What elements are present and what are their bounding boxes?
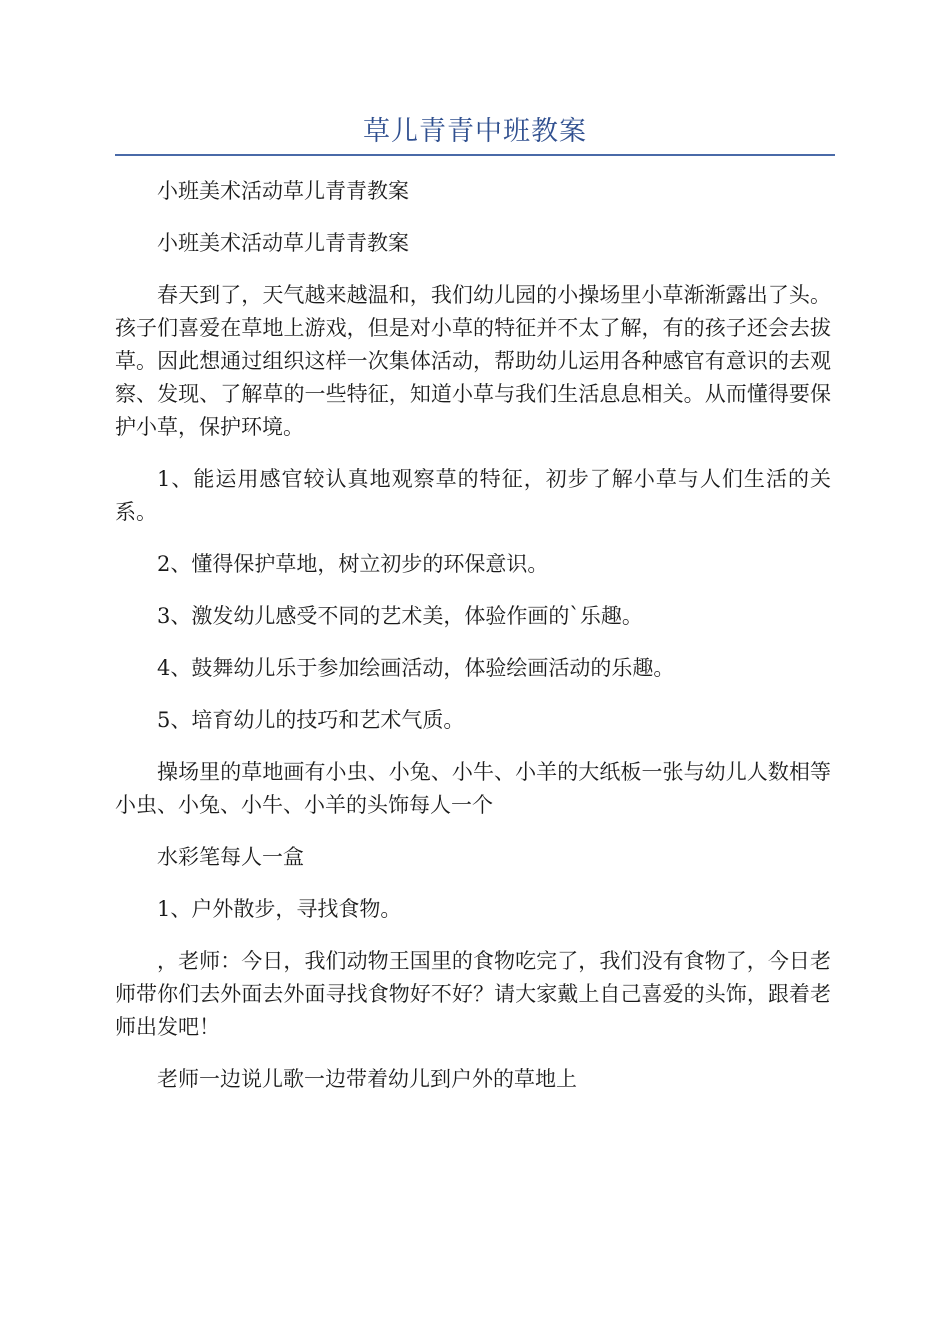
paragraph: 2、懂得保护草地，树立初步的环保意识。 (157, 552, 549, 576)
paragraph: 1、户外散步，寻找食物。 (157, 897, 402, 921)
title-underline (115, 154, 835, 156)
paragraph: 老师一边说儿歌一边带着幼儿到户外的草地上 (157, 1067, 577, 1091)
paragraph: ，老师：今日，我们动物王国里的食物吃完了，我们没有食物了，今日老师带你们去外面去外面寻找食物好不好？请大家戴上自己喜爱的头饰，跟着老师出发吧！ (115, 949, 831, 1039)
paragraph: 小班美术活动草儿青青教案 (157, 179, 409, 203)
paragraph: 小班美术活动草儿青青教案 (157, 231, 409, 255)
paragraph: 水彩笔每人一盒 (157, 845, 304, 869)
paragraph: 5、培育幼儿的技巧和艺术气质。 (157, 708, 465, 732)
paragraph: 操场里的草地画有小虫、小兔、小牛、小羊的大纸板一张与幼儿人数相等小虫、小兔、小牛、小羊的头饰每人一个 (115, 760, 831, 817)
document-body (115, 175, 831, 1115)
document-title: 草儿青青中班教案 (363, 116, 587, 147)
paragraph: 春天到了，天气越来越温和，我们幼儿园的小操场里小草渐渐露出了头。孩子们喜爱在草地上游戏，但是对小草的特征并不太了解，有的孩子还会去拔草。因此想通过组织这样一次集体活动，帮助幼儿运用各种感官有意识的去观察、发现、了解草的一些特征，知道小草与我们生活息息相关。从而懂得要保护小草，保护环境。 (115, 283, 831, 439)
paragraph: 1、能运用感官较认真地观察草的特征，初步了解小草与人们生活的关系。 (115, 467, 831, 524)
paragraph: 4、鼓舞幼儿乐于参加绘画活动，体验绘画活动的乐趣。 (157, 656, 675, 680)
paragraph: 3、激发幼儿感受不同的艺术美，体验作画的`乐趣。 (157, 604, 643, 628)
